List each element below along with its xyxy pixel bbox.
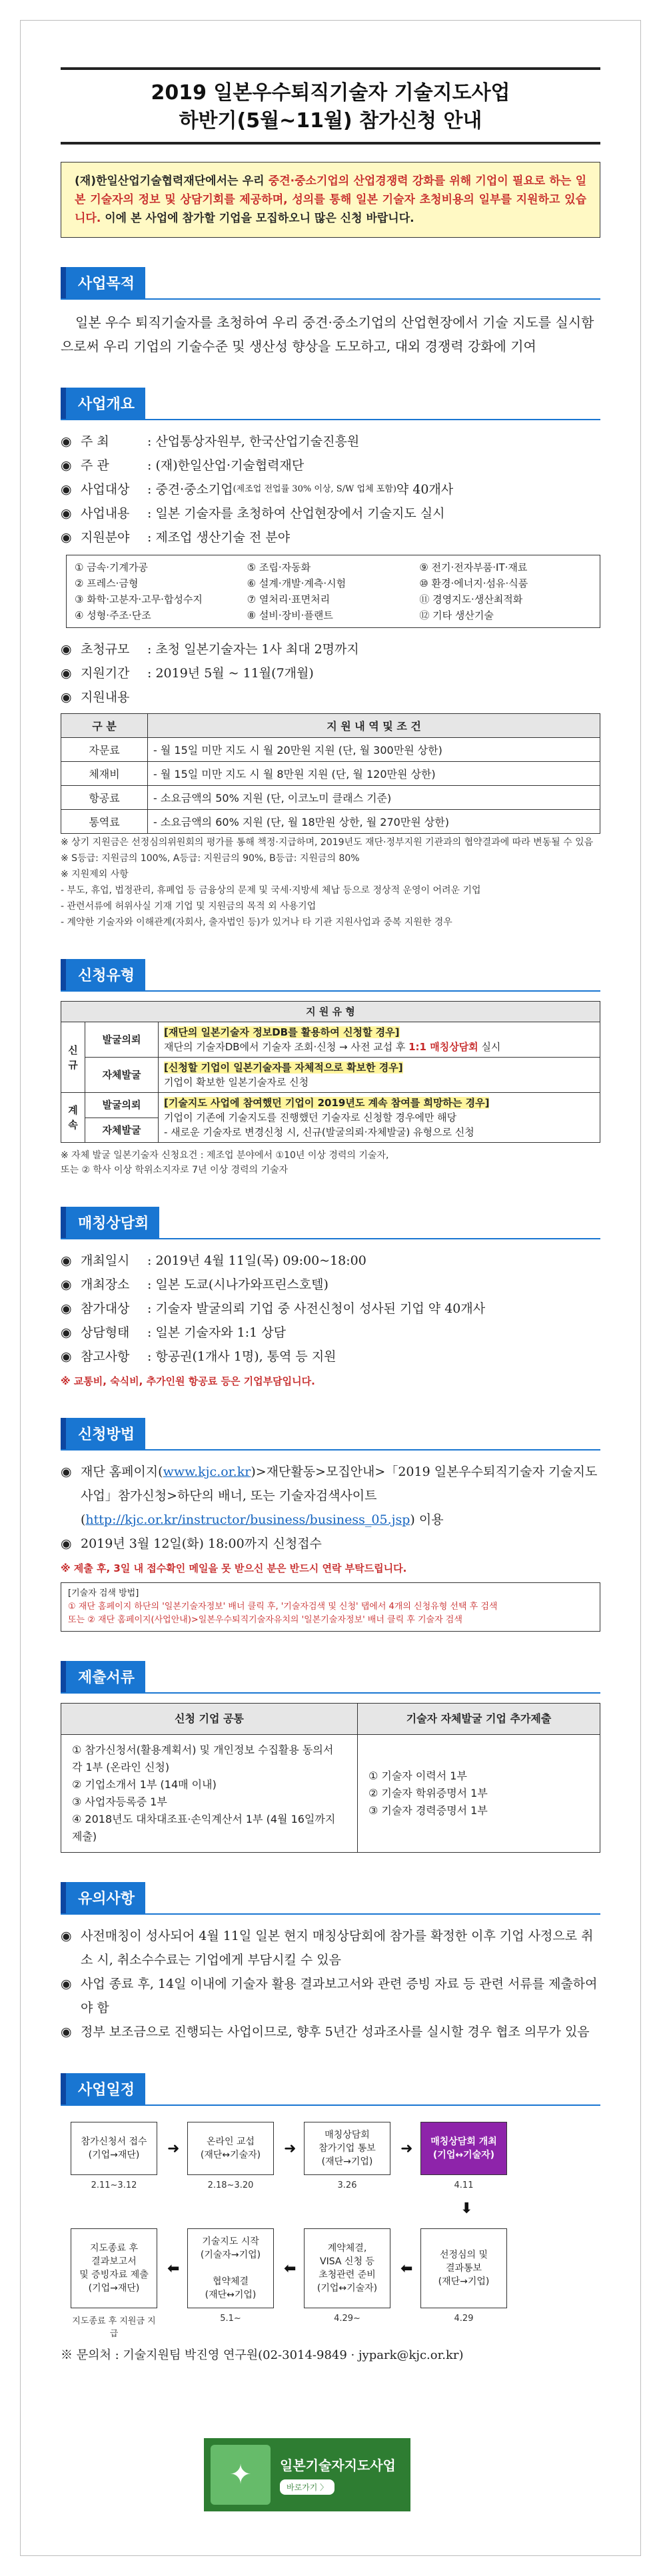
note-line: - 계약한 기술자와 이해관계(자회사, 출자법인 등)가 있거나 타 기관 지원사업과 중복 지원한 경우 xyxy=(61,917,452,928)
schedule-step: 매칭상담회 개최 (기업↔기술자) xyxy=(420,2122,507,2175)
item-value: : 2019년 5월 ~ 11월(7개월) xyxy=(147,666,314,681)
item-label: 개최장소 xyxy=(81,1277,130,1292)
note-line: - 관련서류에 허위사실 기재 기업 및 지원금의 목적 외 사용기업 xyxy=(61,901,317,912)
arrow-down-icon: ⬇ xyxy=(460,2200,473,2217)
support-header-detail: 지 원 내 역 및 조 건 xyxy=(148,714,600,738)
item-label: 상담형태 xyxy=(81,1325,130,1340)
apply-item-1: ◉ 재단 홈페이지(www.kjc.or.kr)>재단활동>모집안내>「2019 일본우수퇴직기술자 기술지도사업」참가신청>하단의 배너, 또는 기술자검색사이트(http://kjc.or.kr/instructor/business/business_05.jsp) 이용 xyxy=(61,1464,598,1527)
section-divider xyxy=(61,990,600,992)
section-divider xyxy=(61,419,600,420)
arrow-icon: ➜ xyxy=(284,2140,297,2157)
section-divider xyxy=(61,298,600,300)
type-kind: 발굴의뢰 xyxy=(85,1093,159,1118)
item-value: : 기술자 발굴의뢰 기업 중 사전신청이 성사된 기업 약 40개사 xyxy=(147,1301,486,1316)
support-detail: - 월 15일 미만 지도 시 월 20만원 지원 (단, 월 300만원 상한) xyxy=(148,738,600,762)
list-item xyxy=(61,525,600,549)
list-item xyxy=(61,1273,600,1297)
schedule-date: 4.29~ xyxy=(334,2314,360,2324)
item-value: : 제조업 생산기술 전 분야 xyxy=(147,530,291,545)
apply-item-2: ◉ 2019년 3월 12일(화) 18:00까지 신청접수 xyxy=(61,1532,600,1556)
list-item xyxy=(61,501,600,525)
type-desc xyxy=(159,1058,600,1093)
caution-item xyxy=(61,1972,600,2020)
schedule-date: 5.1~ xyxy=(220,2314,241,2324)
category-item: ④ 성형·주조·단조 xyxy=(75,609,151,621)
type-text: 기업이 확보한 일본기술자로 신청 xyxy=(164,1076,309,1088)
type-highlight: [기술지도 사업에 참여했던 기업이 2019년도 계속 참여를 희망하는 경우] xyxy=(164,1097,490,1109)
category-item: ⑥ 설계·개발·계측·시험 xyxy=(247,577,346,589)
section-divider xyxy=(61,1238,600,1239)
type-text: - 새로운 기술자로 변경신청 시, 신규(발굴의뢰·자체발굴) 유형으로 신청 xyxy=(164,1126,474,1138)
schedule-date: 3.26 xyxy=(337,2180,357,2190)
docs-col2 xyxy=(357,1735,600,1853)
list-item xyxy=(61,685,600,709)
type-highlight: [재단의 일본기술자 정보DB를 활용하여 신청할 경우] xyxy=(164,1026,400,1038)
caution-text: 사업 종료 후, 14일 이내에 기술자 활용 결과보고서와 관련 증빙 자료 등 관련 서류를 제출하여야 함 xyxy=(81,1977,598,2015)
support-kind: 자문료 xyxy=(61,738,148,762)
guide-step-2: 또는 ② 재단 홈페이지(사업안내)>일본우수퇴직기술자유치의 '일본기술자정보' 배너 클릭 후 기술자 검색 xyxy=(68,1615,462,1625)
section-matching-heading: 매칭상담회 xyxy=(61,1207,159,1238)
item-label: 지원기간 xyxy=(81,666,130,681)
support-detail: - 소요금액의 60% 지원 (단, 월 18만원 상한, 월 270만원 상한) xyxy=(148,810,600,834)
type-note: ※ 자체 발굴 일본기술자 신청요건 : 제조업 분야에서 ①10년 이상 경력의 기술자, 또는 ② 학사 이상 학위소지자로 7년 이상 경력의 기술자 xyxy=(61,1150,389,1175)
banner-title: 일본기술자지도사업 xyxy=(280,2457,396,2473)
purpose-body: 일본 우수 퇴직기술자를 초청하여 우리 중견·중소기업의 산업현장에서 기술 지도를 실시함으로써 우리 기업의 기술수준 및 생산성 향상을 도모하고, 대외 경쟁력 강화에 기여 xyxy=(61,314,594,354)
title-line1: 2019 일본우수퇴직기술자 기술지도사업 xyxy=(151,81,510,105)
bullet-icon: ◉ xyxy=(61,530,72,545)
item-label: 사업내용 xyxy=(81,506,130,521)
apply-text: )>재단활동>모집안내>「2019 일본우수퇴직기술자 기술지도사업」참가신청>하단의 배너, 또는 기술자검색사이트( xyxy=(81,1464,598,1527)
support-kind: 체재비 xyxy=(61,762,148,786)
title-line2: 하반기(5월~11월) 참가신청 안내 xyxy=(179,109,482,133)
group-continue: 계 속 xyxy=(61,1093,85,1143)
search-site-link[interactable]: http://kjc.or.kr/instructor/business/business_05.jsp xyxy=(85,1512,410,1527)
section-type-heading: 신청유형 xyxy=(61,959,145,990)
support-header-kind: 구 분 xyxy=(61,714,148,738)
list-item xyxy=(61,1249,600,1273)
item-small: (제조업 전업률 30% 이상, S/W 업체 포함) xyxy=(233,484,396,494)
program-banner[interactable] xyxy=(204,2438,410,2511)
docs-col1-head: 신청 기업 공통 xyxy=(61,1704,358,1735)
category-item: ⑫ 기타 생산기술 xyxy=(419,609,494,621)
item-tail: 약 40개사 xyxy=(396,482,454,497)
table-row xyxy=(61,738,600,762)
support-table xyxy=(61,713,600,834)
section-divider xyxy=(61,2104,600,2106)
doc-item: ④ 2018년도 대차대조표·손익계산서 1부 (4월 16일까지 제출) xyxy=(72,1813,336,1843)
bullet-icon: ◉ xyxy=(61,1325,72,1340)
intro-text1: (재)한일산업기술협력재단에서는 우리 xyxy=(75,174,269,188)
arrow-icon: ➜ xyxy=(167,2140,180,2157)
guide-step-1: ① 재단 홈페이지 하단의 '일본기술자정보' 배너 클릭 후, '기술자검색 및 신청' 탭에서 4개의 신청유형 선택 후 검색 xyxy=(68,1602,498,1612)
docs-col2-head: 기술자 자체발굴 기업 추가제출 xyxy=(357,1704,600,1735)
note-line: ※ 상기 지원금은 선정심의위원회의 평가를 통해 책정·지급하며, 2019년도 재단·정부지원 기관과의 협약결과에 따라 변동될 수 있음 xyxy=(61,837,594,848)
section-divider xyxy=(61,1913,600,1915)
type-kind: 자체발굴 xyxy=(85,1118,159,1143)
schedule-step: 참가신청서 접수 (기업→재단) xyxy=(71,2122,157,2175)
item-value: : (재)한일산업·기술협력재단 xyxy=(147,458,305,473)
apply-text: ) 이용 xyxy=(410,1512,444,1527)
bullet-icon: ◉ xyxy=(61,1301,72,1316)
intro-emphasis: 중견·중소기업의 산업경쟁력 강화를 위해 기업이 필요로 하는 일본 기술자의 정보 및 상담기회를 제공하며, 성의를 통해 일본 기술자 초청비용의 일부를 지원하고 있습니다. xyxy=(75,174,586,225)
bullet-icon: ◉ xyxy=(61,506,72,521)
caution-item xyxy=(61,1924,600,1972)
item-value: : 2019년 4월 11일(목) 09:00~18:00 xyxy=(147,1253,366,1268)
section-overview-heading: 사업개요 xyxy=(61,388,145,419)
schedule-date: 2.11~3.12 xyxy=(91,2180,137,2190)
schedule-step: 지도종료 후 결과보고서 및 증빙자료 제출 (기업→재단) xyxy=(71,2228,157,2308)
section-divider xyxy=(61,1692,600,1694)
guide-title: [기술자 검색 방법] xyxy=(68,1588,139,1598)
item-value: : 항공권(1개사 1명), 통역 등 지원 xyxy=(147,1349,336,1364)
item-label: 참고사항 xyxy=(81,1349,130,1364)
document-frame xyxy=(20,20,641,2556)
category-item: ① 금속·기계가공 xyxy=(75,561,148,573)
bullet-icon: ◉ xyxy=(61,690,72,705)
item-label: 주 관 xyxy=(81,458,109,473)
apply-note: ※ 제출 후, 3일 내 접수확인 메일을 못 받으신 분은 반드시 연락 부탁드립니다. xyxy=(61,1562,407,1574)
title-block xyxy=(61,67,600,145)
caution-text: 사전매칭이 성사되어 4월 11일 일본 현지 매칭상담회에 참가를 확정한 이후 기업 사정으로 취소 시, 취소수수료는 기업에게 부담시킬 수 있음 xyxy=(81,1929,594,1967)
section-schedule-heading: 사업일정 xyxy=(61,2073,145,2104)
caution-item xyxy=(61,2020,600,2044)
doc-item: ① 기술자 이력서 1부 xyxy=(368,1770,467,1782)
arrow-icon: ⬅ xyxy=(284,2260,297,2277)
overview-list-2 xyxy=(61,637,600,709)
group-new: 신 규 xyxy=(61,1022,85,1093)
banner-go-button[interactable]: 바로가기 〉 xyxy=(280,2479,334,2495)
intro-text2: 이에 본 사업에 참가할 기업을 모집하오니 많은 신청 바랍니다. xyxy=(101,212,414,225)
section-docs-heading: 제출서류 xyxy=(61,1661,145,1692)
banner-logo-icon: ✦ xyxy=(211,2445,271,2505)
bullet-icon: ◉ xyxy=(61,642,72,657)
matching-note: ※ 교통비, 숙식비, 추가인원 항공료 등은 기업부담입니다. xyxy=(61,1375,315,1387)
section-apply-heading: 신청방법 xyxy=(61,1418,145,1449)
item-label: 참가대상 xyxy=(81,1301,130,1316)
item-value: : 초청 일본기술자는 1사 최대 2명까지 xyxy=(147,642,359,657)
list-item xyxy=(61,454,600,478)
doc-item: ② 기술자 학위증명서 1부 xyxy=(368,1787,488,1799)
bullet-icon: ◉ xyxy=(61,1929,72,1943)
docs-col1 xyxy=(61,1735,358,1853)
schedule-date: 지도종료 후 지원금 지급 xyxy=(72,2316,156,2339)
intro-box xyxy=(61,162,600,238)
item-label: 초청규모 xyxy=(81,642,130,657)
arrow-icon: ⬅ xyxy=(167,2260,180,2277)
category-item: ⑤ 조립·자동화 xyxy=(247,561,311,573)
doc-item: ③ 사업자등록증 1부 xyxy=(72,1795,167,1808)
type-table xyxy=(61,1001,600,1143)
matching-list xyxy=(61,1249,600,1369)
bullet-icon: ◉ xyxy=(61,666,72,681)
item-label: 지원분야 xyxy=(81,530,130,545)
schedule-flow xyxy=(61,2122,600,2342)
type-desc xyxy=(159,1093,600,1143)
bullet-icon: ◉ xyxy=(61,1277,72,1292)
category-item: ⑨ 전기·전자부품·IT·재료 xyxy=(419,561,528,573)
apply-list xyxy=(61,1460,600,1556)
schedule-date: 4.29 xyxy=(454,2314,474,2324)
list-item xyxy=(61,637,600,661)
type-table-head: 지 원 유 형 xyxy=(61,1002,600,1022)
category-item: ⑦ 열처리·표면처리 xyxy=(247,593,330,605)
item-label: 주 최 xyxy=(81,434,109,449)
type-kind: 발굴의뢰 xyxy=(85,1022,159,1058)
category-item: ③ 화학·고분자·고무·합성수지 xyxy=(75,593,203,605)
bullet-icon: ◉ xyxy=(61,434,72,449)
category-item: ⑪ 경영지도·생산최적화 xyxy=(419,593,523,605)
list-item xyxy=(61,661,600,685)
schedule-step: 기술지도 시작 (기술자→기업) 협약체결 (재단↔기업) xyxy=(187,2228,274,2308)
apply-deadline: 2019년 3월 12일(화) 18:00까지 신청접수 xyxy=(81,1536,322,1551)
category-item: ⑧ 설비·장비·플랜트 xyxy=(247,609,333,621)
schedule-date: 4.11 xyxy=(454,2180,474,2190)
category-item: ⑩ 환경·에너지·섬유·식품 xyxy=(419,577,528,589)
overview-notes xyxy=(61,835,600,930)
list-item xyxy=(61,478,600,501)
type-red: 1:1 매칭상담회 xyxy=(408,1041,478,1053)
support-kind: 통역료 xyxy=(61,810,148,834)
item-label: 지원내용 xyxy=(81,690,130,705)
item-label: 개최일시 xyxy=(81,1253,130,1268)
arrow-icon: ⬅ xyxy=(400,2260,413,2277)
list-item xyxy=(61,1321,600,1345)
item-value: : 산업통상자원부, 한국산업기술진흥원 xyxy=(147,434,360,449)
section-caution-heading: 유의사항 xyxy=(61,1882,145,1913)
item-value: : 일본 도쿄(시나가와프린스호텔) xyxy=(147,1277,329,1292)
section-divider xyxy=(61,1449,600,1450)
table-row xyxy=(61,786,600,810)
list-item xyxy=(61,1297,600,1321)
item-value: : 중견·중소기업 xyxy=(147,482,233,497)
bullet-icon: ◉ xyxy=(61,482,72,497)
schedule-step: 계약체결, VISA 신청 등 초청관련 준비 (기업↔기술자) xyxy=(304,2228,390,2308)
schedule-date: 2.18~3.20 xyxy=(207,2180,254,2190)
overview-list xyxy=(61,430,600,549)
type-text: 기업이 기존에 기술지도를 진행했던 기술자로 신청할 경우에만 해당 xyxy=(164,1112,457,1124)
type-tail: 실시 xyxy=(478,1041,501,1053)
docs-table xyxy=(61,1703,600,1853)
contact-line: ※ 문의처 : 기술지원팀 박진영 연구원(02-3014-9849 · jypark@kjc.or.kr) xyxy=(61,2348,464,2362)
doc-item: ② 기업소개서 1부 (14매 이내) xyxy=(72,1778,217,1791)
apply-text: 재단 홈페이지( xyxy=(81,1464,163,1479)
item-value: : 일본 기술자와 1:1 상담 xyxy=(147,1325,286,1340)
category-box xyxy=(66,555,600,628)
list-item xyxy=(61,1345,600,1369)
type-highlight: [신청할 기업이 일본기술자를 자체적으로 확보한 경우] xyxy=(164,1062,403,1074)
section-purpose-heading: 사업목적 xyxy=(61,267,145,298)
list-item xyxy=(61,430,600,454)
support-detail: - 소요금액의 50% 지원 (단, 이코노미 클래스 기준) xyxy=(148,786,600,810)
bullet-icon: ◉ xyxy=(61,1253,72,1268)
bullet-icon: ◉ xyxy=(61,458,72,473)
bullet-icon: ◉ xyxy=(61,2025,72,2039)
bullet-icon: ◉ xyxy=(61,1349,72,1364)
schedule-step: 선정심의 및 결과통보 (재단→기업) xyxy=(420,2228,507,2308)
type-desc xyxy=(159,1022,600,1058)
category-item: ② 프레스·금형 xyxy=(75,577,139,589)
table-row xyxy=(61,762,600,786)
item-value: : 일본 기술자를 초청하여 산업현장에서 기술지도 실시 xyxy=(147,506,445,521)
homepage-link[interactable]: www.kjc.or.kr xyxy=(163,1464,251,1479)
schedule-step: 온라인 교섭 (재단↔기술자) xyxy=(187,2122,274,2175)
bullet-icon: ◉ xyxy=(61,1977,72,1991)
arrow-icon: ➜ xyxy=(400,2140,413,2157)
caution-text: 정부 보조금으로 진행되는 사업이므로, 향후 5년간 성과조사를 실시할 경우 협조 의무가 있음 xyxy=(81,2025,590,2039)
search-guide-box xyxy=(61,1582,600,1632)
note-line: ※ 지원제외 사항 xyxy=(61,869,129,880)
doc-item: ① 참가신청서(활용계획서) 및 개인정보 수집활용 동의서 각 1부 (온라인 신청) xyxy=(72,1744,334,1773)
support-detail: - 월 15일 미만 지도 시 월 8만원 지원 (단, 월 120만원 상한) xyxy=(148,762,600,786)
table-row xyxy=(61,810,600,834)
type-text: 재단의 기술자DB에서 기술자 조회·신청 → 사전 교섭 후 xyxy=(164,1041,409,1053)
schedule-step: 매칭상담회 참가기업 통보 (재단→기업) xyxy=(304,2122,390,2175)
note-line: ※ S등급: 지원금의 100%, A등급: 지원금의 90%, B등급: 지원금의 80% xyxy=(61,853,360,864)
doc-item: ③ 기술자 경력증명서 1부 xyxy=(368,1804,488,1817)
support-kind: 항공료 xyxy=(61,786,148,810)
type-kind: 자체발굴 xyxy=(85,1058,159,1093)
caution-list xyxy=(61,1924,600,2044)
note-line: - 부도, 휴업, 법정관리, 휴폐업 등 금융상의 문제 및 국세·지방세 체납 등으로 정상적 운영이 어려운 기업 xyxy=(61,885,481,896)
item-label: 사업대상 xyxy=(81,482,130,497)
